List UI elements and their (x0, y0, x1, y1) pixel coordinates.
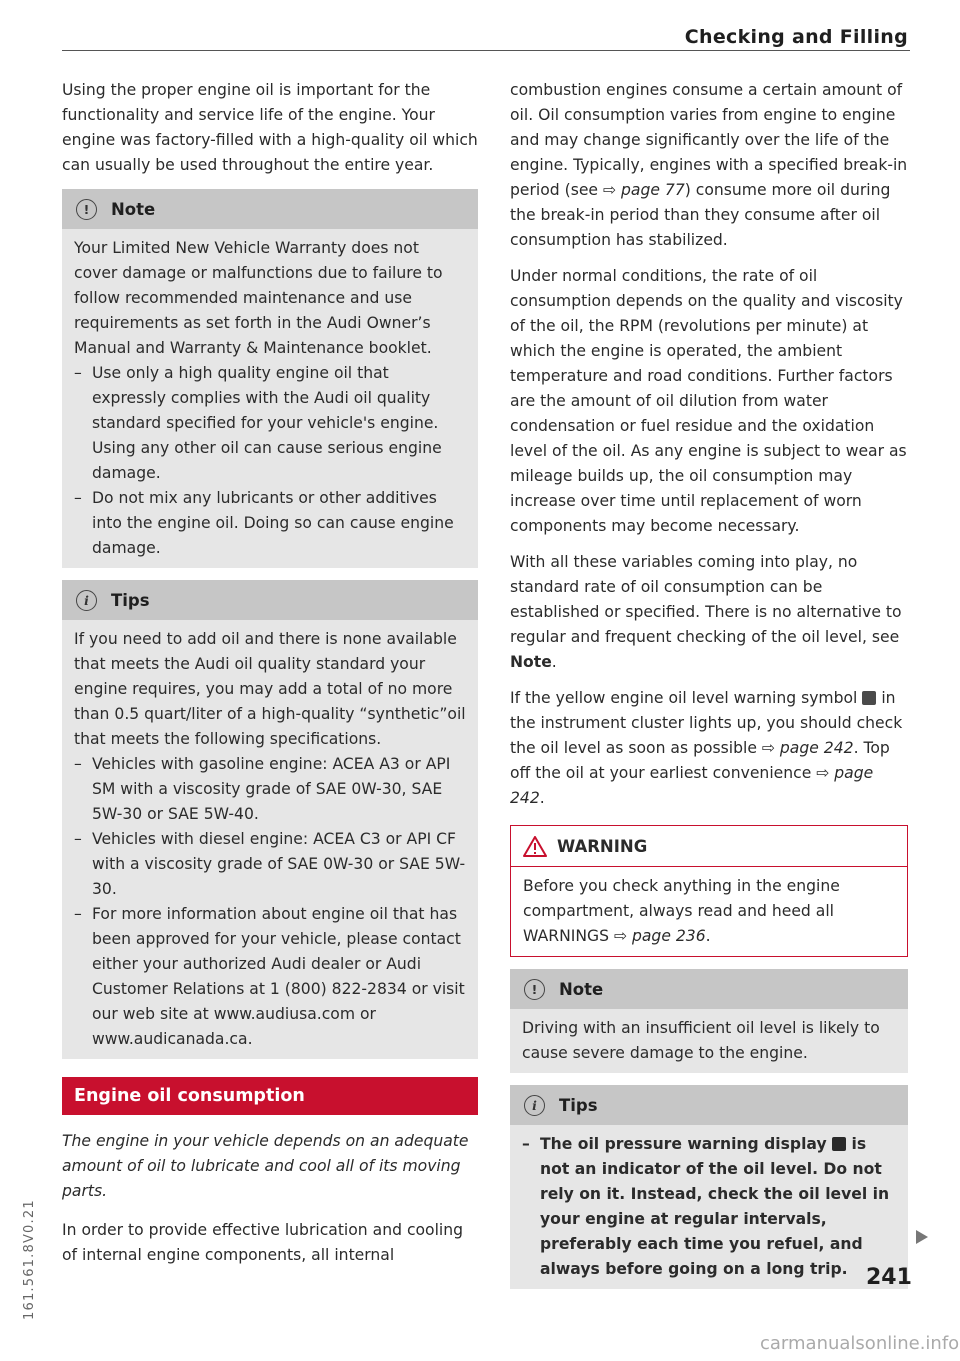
note-box-2-text: Driving with an insufficient oil level is likely to cause severe damage to the engine. (522, 1019, 880, 1062)
intro-paragraph: Using the proper engine oil is important for the functionality and service life of the engine. Your engine was factory-filled with a high-quality oil which can usually be used throughout the entire year. (62, 81, 478, 174)
page-reference-link[interactable]: ⇨ page 77 (602, 181, 685, 199)
exclamation-icon: ! (524, 979, 545, 1000)
list-item: – Use only a high quality engine oil that expressly complies with the Audi oil quality standard specified for your vehicle's engine. Using any other oil can cause serious engine damage. (74, 361, 466, 486)
left-column (62, 78, 478, 1279)
note-box-1-text: Your Limited New Vehicle Warranty does not cover damage or malfunctions due to failure to follow recommended maintenance and use requirements as set forth in the Audi Owner’s Manual and Warranty & Maintenance booklet. (74, 239, 443, 357)
note-box-1-list (74, 361, 466, 561)
right-column (510, 78, 908, 1301)
warning-box-text: Before you check anything in the engine compartment, always read and heed all WARNINGS ⇨ page 236. (523, 877, 840, 945)
header-rule (62, 50, 910, 51)
tips-box-2-body (510, 1125, 908, 1289)
tips-box-2 (510, 1085, 908, 1289)
consumption-paragraph-1: In order to provide effective lubrication and cooling of internal engine components, all internal (62, 1221, 464, 1264)
note-box-2-body (510, 1009, 908, 1073)
list-item: – For more information about engine oil that has been approved for your vehicle, please contact either your authorized Audi dealer or Audi Customer Relations at 1 (800) 822-2834 or visit our web site at www.audiusa.com or www.audicanada.ca. (74, 902, 466, 1052)
tips-box-2-list (522, 1132, 896, 1282)
list-item: – The oil pressure warning display is not an indicator of the oil level. Do not rely on it. Instead, check the oil level in your engine at regular intervals, preferably each time you refuel, and always before going on a long trip. (522, 1132, 896, 1282)
info-icon: i (524, 1095, 545, 1116)
page-reference-link[interactable]: ⇨ page 242 (510, 764, 874, 807)
list-item: – Do not mix any lubricants or other additives into the engine oil. Doing so can cause engine damage. (74, 486, 466, 561)
note-box-1-body (62, 229, 478, 568)
note-box-2-header (510, 969, 908, 1009)
consumption-paragraph-3: Under normal conditions, the rate of oil consumption depends on the quality and viscosity of the oil, the RPM (revolutions per minute) at which the engine is operated, the ambient temperature and road conditions. Further factors are the amount of oil dilution from water condensation or fuel residue and the oxidation level of the oil. As any engine is subject to wear as mileage builds up, the oil consumption may increase over time until replacement of worn components may become necessary. (510, 267, 907, 535)
info-icon: i (76, 590, 97, 611)
side-code: 161.561.8V0.21 (22, 1199, 37, 1320)
tips-box-1-header (62, 580, 478, 620)
note-box-1-header (62, 189, 478, 229)
warning-box (510, 825, 908, 957)
oil-level-warning-icon (862, 691, 876, 705)
tips-box-2-header (510, 1085, 908, 1125)
oil-pressure-warning-icon (832, 1137, 846, 1151)
section-title: Checking and Filling (684, 26, 908, 48)
consumption-paragraph-2: combustion engines consume a certain amount of oil. Oil consumption varies from engine to engine and may change significantly over the life of the engine. Typically, engines with a specified break-in period (see ⇨ page 77) consume more oil during the break-in period than they consume after oil consumption has stabilized. (510, 81, 908, 249)
warning-box-body (511, 867, 907, 956)
warning-box-title: WARNING (557, 836, 648, 856)
note-box-2 (510, 969, 908, 1073)
page-number: 241 (866, 1265, 912, 1290)
watermark: carmanualsonline.info (760, 1333, 960, 1354)
note-box-2-title: Note (559, 979, 604, 999)
warning-box-header (511, 826, 907, 867)
note-box-1 (62, 189, 478, 568)
list-item: – Vehicles with gasoline engine: ACEA A3 or API SM with a viscosity grade of SAE 0W-30, SAE 5W-30 or SAE 5W-40. (74, 752, 466, 827)
warning-triangle-icon (523, 836, 547, 857)
page-reference-link[interactable]: ⇨ page 242 (761, 739, 854, 757)
consumption-paragraph-4: With all these variables coming into play, no standard rate of oil consumption can be established or specified. There is no alternative to regular and frequent checking of the oil level, see Note. (510, 553, 902, 671)
tips-box-1-body (62, 620, 478, 1059)
consumption-paragraph-5: If the yellow engine oil level warning symbol in the instrument cluster lights up, you should check the oil level as soon as possible ⇨ page 242. Top off the oil at your earliest convenience ⇨ page 242. (510, 689, 903, 807)
exclamation-icon: ! (76, 199, 97, 220)
list-item: – Vehicles with diesel engine: ACEA C3 or API CF with a viscosity grade of SAE 0W-30 or SAE 5W-30. (74, 827, 466, 902)
tips-box-2-title: Tips (559, 1095, 598, 1115)
page-reference-link[interactable]: ⇨ page 236 (613, 927, 706, 945)
tips-box-1-list (74, 752, 466, 1052)
tips-box-1 (62, 580, 478, 1059)
continue-arrow-icon (916, 1230, 928, 1244)
tips-box-1-text: If you need to add oil and there is none available that meets the Audi oil quality standard your engine requires, you may add a total of no more than 0.5 quart/liter of a high-quality “synthetic”oil that meets the following specifications. (74, 630, 466, 748)
consumption-lead: The engine in your vehicle depends on an adequate amount of oil to lubricate and cool all of its moving parts. (62, 1132, 469, 1200)
tips-box-1-title: Tips (111, 590, 150, 610)
engine-oil-consumption-heading: Engine oil consumption (62, 1077, 478, 1115)
note-box-1-title: Note (111, 199, 156, 219)
